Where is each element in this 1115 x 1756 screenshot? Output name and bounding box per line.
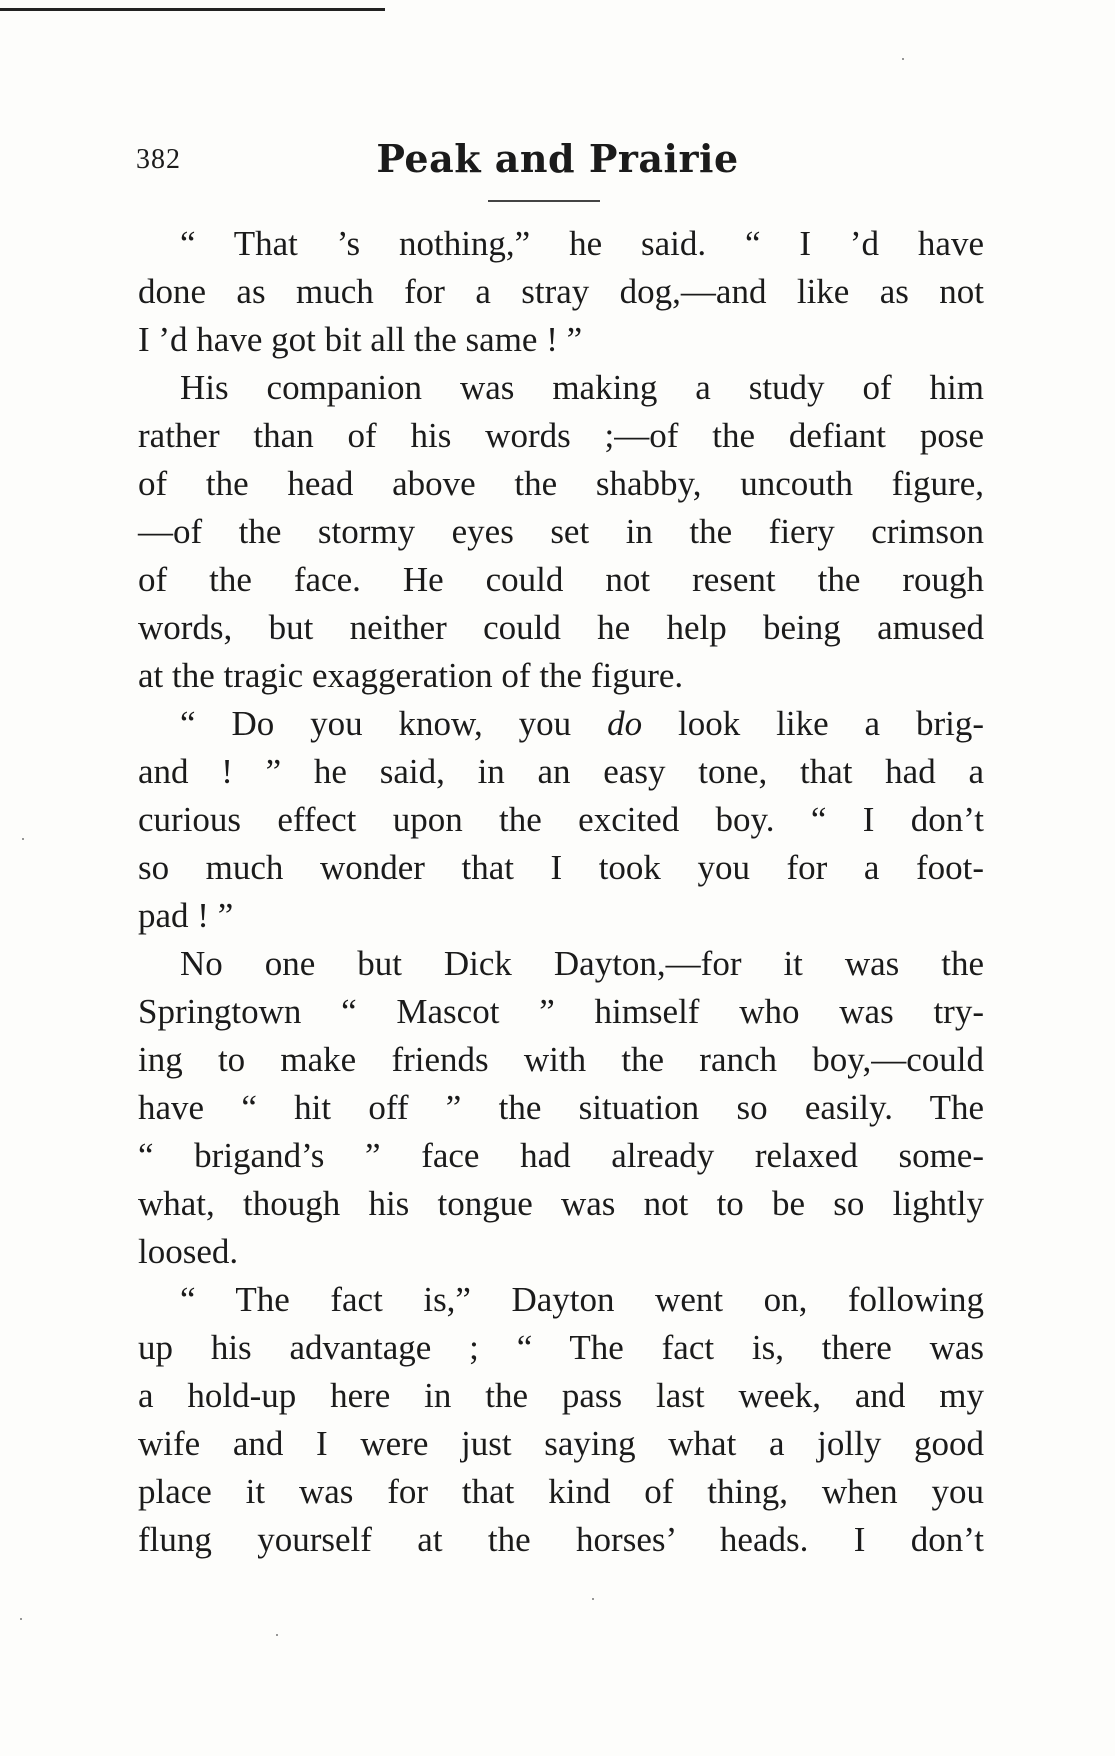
text-line: I ’d have got bit all the same ! ” [138,320,583,359]
paper-speck [276,1634,278,1636]
text-line: have “ hit off ” the situation so easily. The [138,1088,984,1127]
text-line: “ That ’s nothing,” he said. “ I ’d have [180,224,984,263]
text-line: His companion was making a study of him [180,368,984,407]
text-line: “ brigand’s ” face had already relaxed some- [138,1136,984,1175]
text-line: —of the stormy eyes set in the fiery crimson [138,512,984,551]
text-line: and ! ” he said, in an easy tone, that had a [138,752,984,791]
text-line: No one but Dick Dayton,—for it was the [180,944,984,983]
text-line: at the tragic exaggeration of the figure. [138,656,684,695]
text-line: what, though his tongue was not to be so lightly [138,1184,984,1223]
text-line: of the face. He could not resent the rough [138,560,984,599]
text-line: of the head above the shabby, uncouth figure, [138,464,984,503]
header-divider [488,200,600,202]
text-line: wife and I were just saying what a jolly good [138,1424,984,1463]
text-line: words, but neither could he help being amused [138,608,984,647]
text-line: curious effect upon the excited boy. “ I don’t [138,800,984,839]
text-line: Springtown “ Mascot ” himself who was try- [138,992,984,1031]
text-line: up his advantage ; “ The fact is, there was [138,1328,984,1367]
text-line: “ The fact is,” Dayton went on, following [180,1280,984,1319]
text-line: “ Do you know, you do look like a brig- [180,704,984,743]
body-text [138,220,984,1564]
text-line: a hold-up here in the pass last week, and my [138,1376,984,1415]
text-line: loosed. [138,1232,239,1271]
paper-speck [22,838,24,840]
text-line: place it was for that kind of thing, when you [138,1472,984,1511]
top-rule [0,8,385,11]
text-line: done as much for a stray dog,—and like as not [138,272,984,311]
paper-speck [592,1598,594,1600]
text-line: rather than of his words ;—of the defiant pose [138,416,984,455]
paper-speck [902,58,904,60]
text-line: ing to make friends with the ranch boy,—could [138,1040,984,1079]
text-line: so much wonder that I took you for a foot- [138,848,984,887]
page-number: 382 [136,144,181,175]
text-line: pad ! ” [138,896,234,935]
text-line: flung yourself at the horses’ heads. I don’t [138,1520,984,1559]
paper-speck [20,1618,22,1620]
running-title: Peak and Prairie [376,136,739,181]
